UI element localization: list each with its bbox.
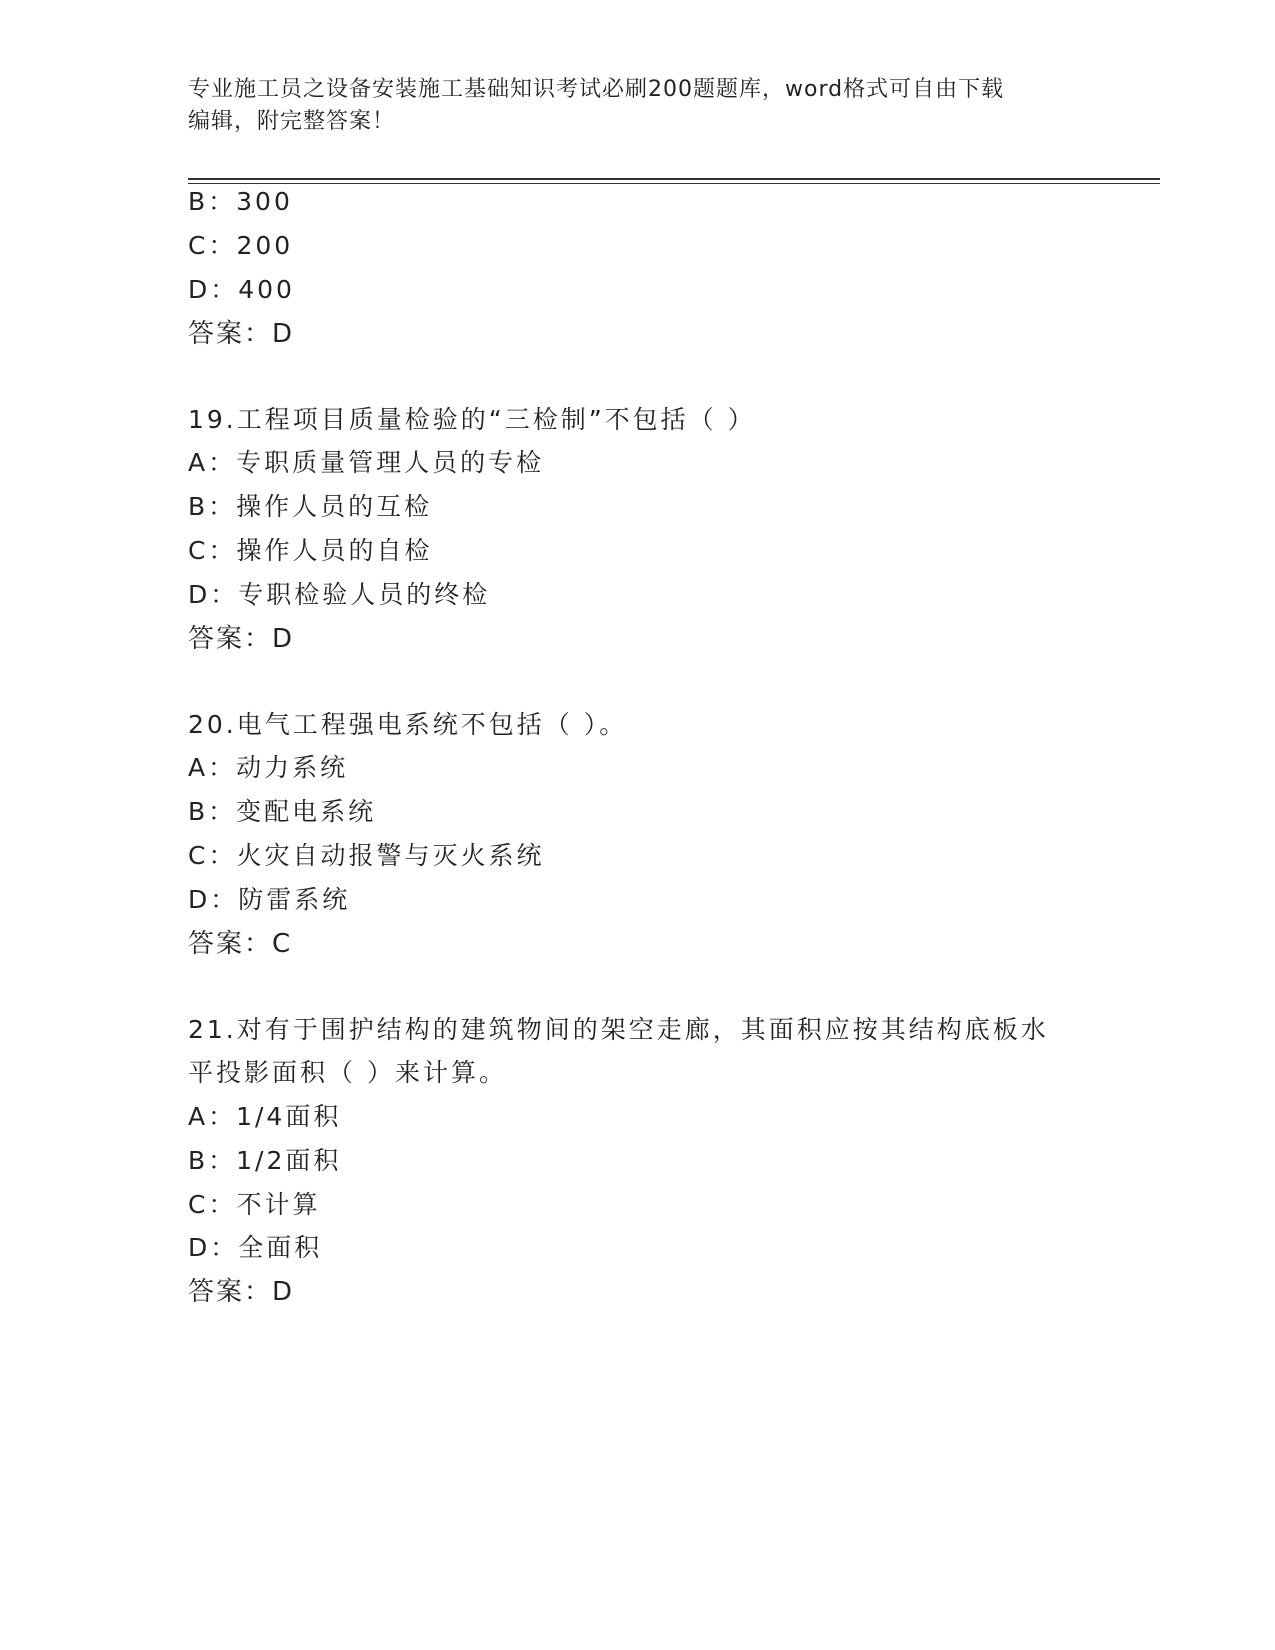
- option-c: C：火灾自动报警与灭火系统: [188, 841, 545, 870]
- option-b: B：操作人员的互检: [188, 492, 433, 521]
- option-a: A：专职质量管理人员的专检: [188, 448, 545, 477]
- option-c: C：200: [188, 231, 294, 260]
- header-divider-thick: [188, 178, 1160, 180]
- option-d: D：400: [188, 275, 295, 304]
- header-divider-thin: [188, 183, 1160, 184]
- header-line-1: 专业施工员之设备安装施工基础知识考试必刷200题题库，word格式可自由下载: [188, 77, 1005, 102]
- answer-line: 答案：D: [188, 319, 295, 349]
- answer-line: 答案：D: [188, 1277, 295, 1307]
- answer-line: 答案：D: [188, 624, 295, 654]
- question-stem-continued: 平投影面积（ ）来计算。: [188, 1058, 507, 1087]
- question-stem: 19.工程项目质量检验的“三检制”不包括（ ）: [188, 405, 756, 434]
- option-d: D：全面积: [188, 1233, 323, 1262]
- header-line-2: 编辑，附完整答案！: [188, 109, 396, 134]
- document-header: [188, 74, 1068, 138]
- option-b: B：变配电系统: [188, 797, 377, 826]
- option-d: D：防雷系统: [188, 885, 351, 914]
- option-c: C：不计算: [188, 1190, 321, 1219]
- question-stem: 20.电气工程强电系统不包括（ ）。: [188, 710, 628, 739]
- option-b: B：1/2面积: [188, 1146, 342, 1175]
- answer-line: 答案：C: [188, 929, 293, 959]
- question-stem: 21.对有于围护结构的建筑物间的架空走廊，其面积应按其结构底板水: [188, 1015, 1049, 1044]
- option-a: A：动力系统: [188, 753, 349, 782]
- option-b: B：300: [188, 187, 293, 216]
- option-a: A：1/4面积: [188, 1102, 342, 1131]
- option-c: C：操作人员的自检: [188, 536, 433, 565]
- option-d: D：专职检验人员的终检: [188, 580, 491, 609]
